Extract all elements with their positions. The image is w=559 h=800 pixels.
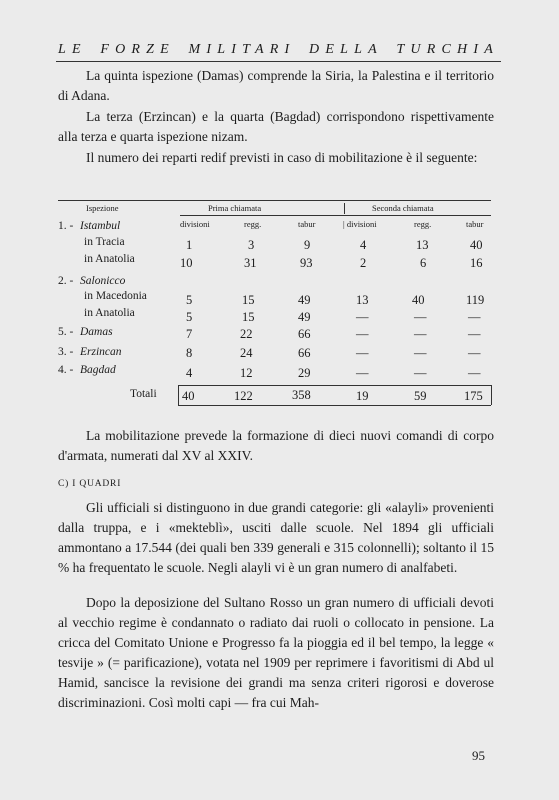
totals-cell: 19 <box>356 389 369 403</box>
group-rule <box>180 215 491 216</box>
totals-label: Totali <box>130 388 157 400</box>
group-separator <box>344 203 345 214</box>
col-header-seconda-chiamata: Seconda chiamata <box>372 203 434 213</box>
table-cell: 9 <box>304 238 311 252</box>
table-cell: 6 <box>420 256 427 270</box>
header-word: TURCHIA <box>396 42 499 57</box>
row-name-istambul: Istambul <box>80 220 121 232</box>
totals-top-rule <box>178 385 491 386</box>
table-cell: 22 <box>240 327 253 341</box>
paragraph-terza-quarta: La terza (Erzincan) e la quarta (Bagdad) corrispondono rispettivamente alla terza e quarta ispezione nizam. <box>58 109 494 144</box>
table-cell: 49 <box>298 310 311 324</box>
table-cell: 5 <box>186 293 193 307</box>
header-word: DELLA <box>309 42 383 57</box>
subheader-divisioni-2: | divisioni <box>343 219 377 229</box>
table-cell: 31 <box>244 256 257 270</box>
row-number: 5. - <box>58 326 74 338</box>
table-cell: — <box>414 310 427 324</box>
subheader-divisioni-2-text: divisioni <box>346 219 377 229</box>
subheader-tabur: tabur <box>298 219 316 229</box>
table-cell: 1 <box>186 238 193 252</box>
row-number: 3. - <box>58 346 74 358</box>
paragraph-reparti-redif: Il numero dei reparti redif previsti in caso di mobilitazione è il seguente: <box>86 150 478 165</box>
totals-cell: 358 <box>292 388 311 402</box>
subheader-regg-2: regg. <box>414 219 432 229</box>
table-cell: 15 <box>242 293 255 307</box>
table-cell: 40 <box>412 293 425 307</box>
table-cell: — <box>468 346 481 360</box>
row-sub-anatolia: in Anatolia <box>84 253 135 265</box>
row-name-salonicco: Salonicco <box>80 275 126 287</box>
table-cell: 4 <box>360 238 367 252</box>
totals-cell: 59 <box>414 389 427 403</box>
totals-cell: 122 <box>234 389 253 403</box>
table-cell: 7 <box>186 327 193 341</box>
section-heading: C) I QUADRI <box>58 479 122 489</box>
col-header-prima-chiamata: Prima chiamata <box>208 203 262 213</box>
table-cell: 10 <box>180 256 193 270</box>
table-cell: 3 <box>248 238 255 252</box>
row-name-damas: Damas <box>80 326 113 338</box>
table-cell: — <box>414 366 427 380</box>
table-cell: 5 <box>186 310 193 324</box>
table-cell: 16 <box>470 256 483 270</box>
table-cell: — <box>468 327 481 341</box>
table-cell: — <box>356 327 369 341</box>
table-cell: — <box>414 346 427 360</box>
subheader-regg: regg. <box>244 219 262 229</box>
totals-cell: 40 <box>182 389 195 403</box>
header-word: LE <box>58 42 87 57</box>
header-word: MILITARI <box>188 42 296 57</box>
table-cell: 29 <box>298 366 311 380</box>
table-cell: 66 <box>298 327 311 341</box>
table-cell: 8 <box>186 346 193 360</box>
totals-left-rule <box>178 385 179 405</box>
table-cell: 66 <box>298 346 311 360</box>
row-number: 2. - <box>58 275 74 287</box>
table-cell: — <box>356 366 369 380</box>
row-sub-macedonia: in Macedonia <box>84 290 147 302</box>
table-cell: — <box>468 310 481 324</box>
col-header-ispezione: Ispezione <box>86 203 119 213</box>
table-cell: — <box>414 327 427 341</box>
row-number: 1. - <box>58 220 74 232</box>
paragraph-ufficiali: Gli ufficiali si distinguono in due grandi categorie: gli «alayli» provenienti dalla truppa, e i «mekteblì», usciti dalle scuole. Nel 1894 gli ufficiali ammontano a 17.544 (dei quali ben 339 generali e 315 colonnelli); soltanto il 15 % ha frequentato le scuole. Negli alayli vi è un gran numero di analfabeti. <box>58 500 494 575</box>
table-cell: 4 <box>186 366 193 380</box>
totals-cell: 175 <box>464 389 483 403</box>
subheader-divisioni: divisioni <box>180 219 210 229</box>
row-name-erzincan: Erzincan <box>80 346 122 358</box>
paragraph-deposizione: Dopo la deposizione del Sultano Rosso un gran numero di ufficiali devoti al vecchio regime è condannato o radiato dai ruoli o collocato in pensione. La cricca del Comitato Unione e Progresso fa la pioggia ed il bel tempo, la legge « tesvije » (= parificazione), votata nel 1909 per reprimere i favoritismi di Abd ul Hamid, sancisce la revisione dei grandi ma senza criteri rigorosi e doverose discriminazioni. Così molti capi — fra cui Mah- <box>58 595 494 710</box>
table-cell: 2 <box>360 256 367 270</box>
table-cell: 24 <box>240 346 253 360</box>
table-cell: 12 <box>240 366 253 380</box>
table-cell: 13 <box>356 293 369 307</box>
table-top-rule <box>58 200 491 201</box>
paragraph-mobilitazione: La mobilitazione prevede la formazione di dieci nuovi comandi di corpo d'armata, numerati dal XV al XXIV. <box>58 428 494 463</box>
table-cell: 13 <box>416 238 429 252</box>
totals-bottom-rule <box>178 405 491 406</box>
row-sub-tracia: in Tracia <box>84 236 125 248</box>
row-sub-anatolia-2: in Anatolia <box>84 307 135 319</box>
table-cell: 119 <box>466 293 485 307</box>
subheader-tabur-2: tabur <box>466 219 484 229</box>
table-cell: — <box>356 346 369 360</box>
table-cell: 40 <box>470 238 483 252</box>
totals-right-rule <box>491 385 492 405</box>
row-number: 4. - <box>58 364 74 376</box>
page-number: 95 <box>472 748 485 763</box>
paragraph-quinta-ispezione: La quinta ispezione (Damas) comprende la Siria, la Palestina e il territorio di Adana. <box>58 68 494 103</box>
header-word: FORZE <box>100 42 175 57</box>
table-cell: — <box>356 310 369 324</box>
table-cell: — <box>468 366 481 380</box>
table-cell: 15 <box>242 310 255 324</box>
row-name-bagdad: Bagdad <box>80 364 116 376</box>
table-cell: 93 <box>300 256 313 270</box>
table-cell: 49 <box>298 293 311 307</box>
